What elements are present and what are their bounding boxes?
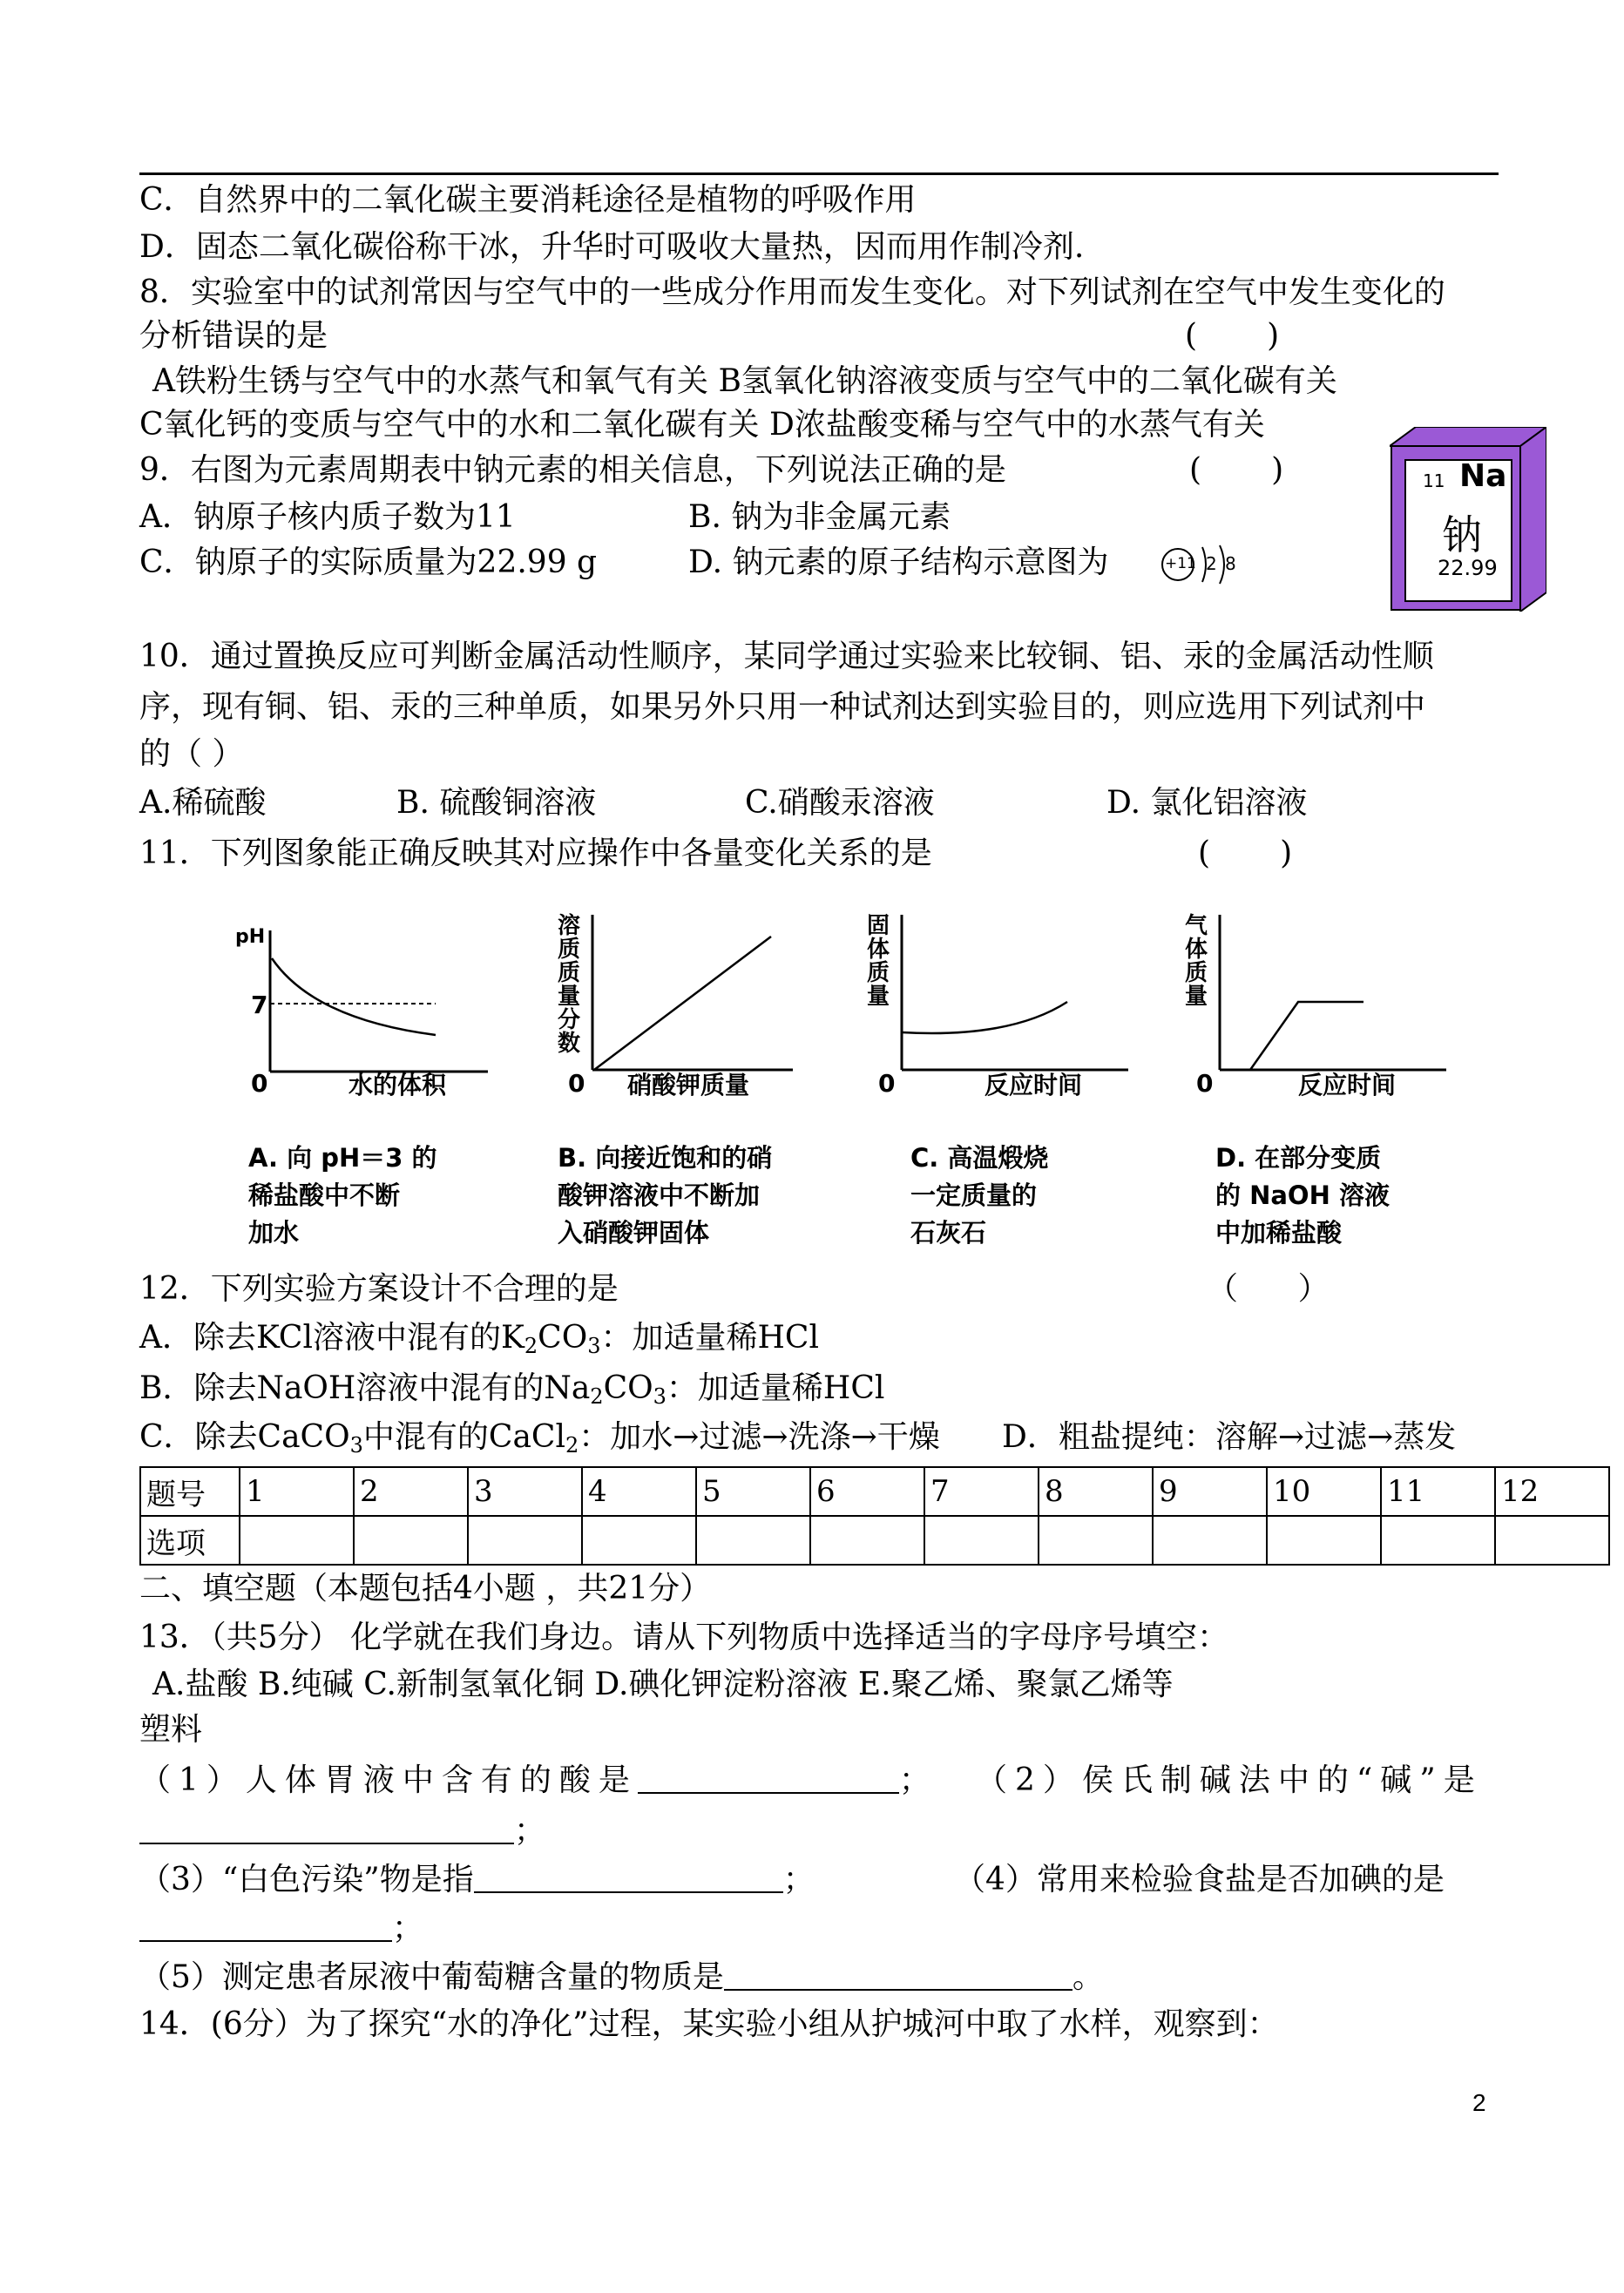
graph-d xyxy=(1167,915,1481,1102)
element-chinese-name: 钠 xyxy=(1442,511,1482,558)
q12-option-d: D．粗盐提纯：溶解→过滤→蒸发 xyxy=(1002,1419,1457,1455)
atom-shell-2: 8 xyxy=(1225,553,1236,574)
graph-b-xlabel: 硝酸钾质量 xyxy=(627,1071,750,1099)
question-number-cell: 3 xyxy=(468,1467,582,1516)
q9-answer-paren: ( ) xyxy=(1189,452,1284,488)
q13-item-2-blank-line: ； xyxy=(139,1810,545,1852)
q10-stem-2: 序，现有铜、铝、汞的三种单质，如果另外只用一种试剂达到实验目的，则应选用下列试剂中 xyxy=(139,689,1426,725)
q9-stem: 9．右图为元素周期表中钠元素的相关信息，下列说法正确的是 xyxy=(139,452,1006,488)
q8-stem-cont: 分析错误的是 xyxy=(139,318,328,354)
q13-stem: 13．（共5分） 化学就在我们身边。请从下列物质中选择适当的字母序号填空： xyxy=(139,1620,1229,1655)
q11-answer-paren: ( ) xyxy=(1198,835,1293,871)
answer-table-header-label: 题号 xyxy=(140,1467,240,1516)
element-symbol: Na xyxy=(1459,458,1507,494)
answer-cell[interactable] xyxy=(1495,1516,1609,1565)
q13-blank-5[interactable] xyxy=(724,1958,1073,1991)
q9-option-b: B. 钠为非金属元素 xyxy=(688,499,951,535)
q12-option-c: C．除去CaCO$_3$中混有的CaCl$_2$：加水→过滤→洗涤→干燥 xyxy=(139,1419,940,1458)
graph-c-caption: C. 高温煅烧 一定质量的 石灰石 xyxy=(910,1143,1049,1248)
answer-table-answer-label: 选项 xyxy=(140,1516,240,1565)
page-number: 2 xyxy=(1472,2089,1486,2116)
q13-blank-3[interactable] xyxy=(474,1860,783,1893)
graph-b-caption: B. 向接近饱和的硝 酸钾溶液中不断加 入硝酸钾固体 xyxy=(558,1143,773,1248)
question-number-cell: 11 xyxy=(1381,1467,1495,1516)
header-rule xyxy=(139,172,1499,175)
graph-c-ylabel: 固 体 质 量 xyxy=(867,913,890,1010)
graph-b-ylabel: 溶 质 质 量 分 数 xyxy=(558,913,581,1057)
q12-option-b: B．除去NaOH溶液中混有的$Na_2CO_3$：加适量稀HCl xyxy=(139,1370,885,1409)
graph-c-xlabel: 反应时间 xyxy=(985,1071,1083,1099)
graph-a-tick-7: 7 xyxy=(251,991,268,1019)
sodium-element-card xyxy=(1390,427,1546,612)
graph-d-xlabel: 反应时间 xyxy=(1298,1071,1397,1099)
q8-stem: 8．实验室中的试剂常因与空气中的一些成分作用而发生变化。对下列试剂在空气中发生变化的 xyxy=(139,274,1445,310)
q13-item-5: （5）测定患者尿液中葡萄糖含量的物质是 。 xyxy=(139,1959,1104,1995)
atom-nucleus-label: +11 xyxy=(1165,555,1196,572)
q12-stem: 12．下列实验方案设计不合理的是 xyxy=(139,1271,619,1307)
q8-answer-paren: ( ) xyxy=(1185,318,1280,354)
q10-option-a: A.稀硫酸 xyxy=(139,785,267,821)
atom-shell-1: 2 xyxy=(1206,553,1217,574)
question-number-cell: 9 xyxy=(1153,1467,1267,1516)
graph-a-xlabel: 水的体积 xyxy=(348,1071,447,1099)
q13-item-3: （3）“白色污染”物是指 ； xyxy=(139,1862,815,1897)
q13-blank-2[interactable] xyxy=(139,1811,514,1844)
element-atomic-mass: 22.99 xyxy=(1438,556,1498,580)
graph-b-origin: 0 xyxy=(568,1069,585,1098)
q13-options-cont: 塑料 xyxy=(139,1712,203,1748)
graph-a-caption: A. 向 pH＝3 的 稀盐酸中不断 加水 xyxy=(248,1143,437,1248)
question-number-cell: 10 xyxy=(1267,1467,1381,1516)
q10-option-c: C.硝酸汞溶液 xyxy=(745,785,935,821)
q10-stem-1: 10．通过置换反应可判断金属活动性顺序，某同学通过实验来比较铜、铝、汞的金属活动性顺 xyxy=(139,639,1434,674)
question-number-cell: 7 xyxy=(924,1467,1039,1516)
section-2-heading: 二、填空题（本题包括4小题 ，共21分） xyxy=(139,1571,712,1606)
question-number-cell: 4 xyxy=(582,1467,696,1516)
graph-d-caption: D. 在部分变质 的 NaOH 溶液 中加稀盐酸 xyxy=(1215,1143,1390,1248)
q8-options-cd: C氧化钙的变质与空气中的水和二氧化碳有关 D浓盐酸变稀与空气中的水蒸气有关 xyxy=(139,407,1265,443)
question-number-cell: 5 xyxy=(696,1467,810,1516)
q10-stem-3: 的（ ） xyxy=(139,736,244,772)
answer-cell[interactable] xyxy=(1267,1516,1381,1565)
question-number-cell: 1 xyxy=(240,1467,354,1516)
answer-table-answer-row xyxy=(140,1516,1609,1565)
q13-item-2: （2）侯氏制碱法中的“碱”是 xyxy=(976,1762,1483,1798)
q13-item-4: （4）常用来检验食盐是否加碘的是 xyxy=(954,1862,1445,1897)
graph-a-ylabel: pH xyxy=(235,926,266,948)
question-number-cell: 8 xyxy=(1039,1467,1153,1516)
question-number-cell: 6 xyxy=(810,1467,924,1516)
graph-c-origin: 0 xyxy=(878,1069,896,1098)
answer-cell[interactable] xyxy=(468,1516,582,1565)
question-number-cell: 12 xyxy=(1495,1467,1609,1516)
q7-option-d: D．固态二氧化碳俗称干冰，升华时可吸收大量热，因而用作制冷剂. xyxy=(139,229,1085,265)
graph-a-origin: 0 xyxy=(251,1069,268,1098)
q13-options: A.盐酸 B.纯碱 C.新制氢氧化铜 D.碘化钾淀粉溶液 E.聚乙烯、聚氯乙烯等 xyxy=(152,1667,1174,1702)
q9-option-d: D. 钠元素的原子结构示意图为 xyxy=(688,545,1109,580)
q12-answer-paren: （ ） xyxy=(1207,1271,1330,1307)
q9-option-c: C．钠原子的实际质量为22.99 g xyxy=(139,545,598,580)
answer-cell[interactable] xyxy=(696,1516,810,1565)
answer-cell[interactable] xyxy=(1153,1516,1267,1565)
answer-cell[interactable] xyxy=(240,1516,354,1565)
answer-table xyxy=(139,1466,1610,1566)
q10-option-d: D. 氯化铝溶液 xyxy=(1106,785,1308,821)
graph-d-origin: 0 xyxy=(1196,1069,1214,1098)
answer-cell[interactable] xyxy=(1381,1516,1495,1565)
q13-blank-4[interactable] xyxy=(139,1909,392,1942)
graph-a xyxy=(235,923,549,1098)
answer-table-header-row xyxy=(140,1467,1609,1516)
graph-b xyxy=(549,915,863,1102)
q11-stem: 11．下列图象能正确反映其对应操作中各量变化关系的是 xyxy=(139,835,932,871)
element-atomic-number: 11 xyxy=(1423,470,1445,491)
answer-cell[interactable] xyxy=(582,1516,696,1565)
q7-option-c: C．自然界中的二氧化碳主要消耗途径是植物的呼吸作用 xyxy=(139,182,917,218)
q12-option-a: A．除去KCl溶液中混有的$K_2CO_3$：加适量稀HCl xyxy=(139,1320,819,1358)
q8-options-ab: A铁粉生锈与空气中的水蒸气和氧气有关 B氢氧化钠溶液变质与空气中的二氧化碳有关 xyxy=(152,363,1337,399)
graph-c xyxy=(863,915,1176,1102)
q13-item-1: （1）人体胃液中含有的酸是 ； xyxy=(139,1762,930,1798)
answer-cell[interactable] xyxy=(924,1516,1039,1565)
sodium-atom-diagram xyxy=(1159,540,1263,592)
q14-stem: 14．(6分）为了探究“水的净化”过程，某实验小组从护城河中取了水样，观察到： xyxy=(139,2006,1279,2042)
graph-d-ylabel: 气 体 质 量 xyxy=(1185,913,1208,1010)
answer-cell[interactable] xyxy=(354,1516,468,1565)
q13-blank-1[interactable] xyxy=(638,1761,899,1794)
question-number-cell: 2 xyxy=(354,1467,468,1516)
answer-cell[interactable] xyxy=(810,1516,924,1565)
answer-cell[interactable] xyxy=(1039,1516,1153,1565)
q9-option-a: A．钠原子核内质子数为11 xyxy=(139,499,516,535)
q13-item-4-blank-line: ； xyxy=(139,1908,423,1950)
q10-option-b: B. 硫酸铜溶液 xyxy=(396,785,597,821)
